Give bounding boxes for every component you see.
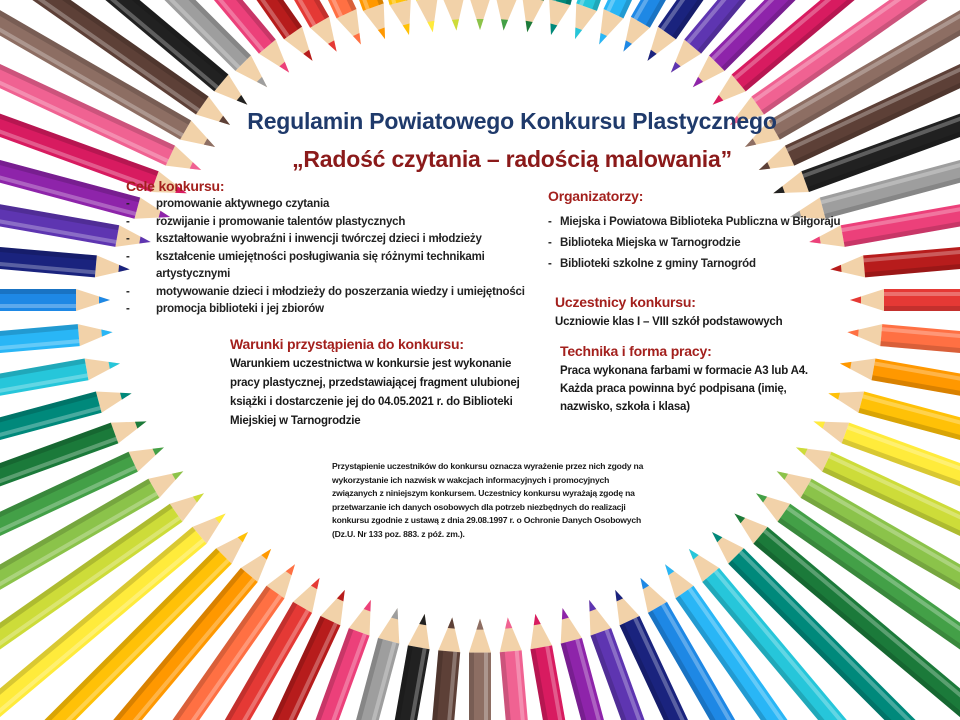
organizer-item: - Biblioteki szkolne z gminy Tarnogród — [548, 254, 848, 275]
conditions-text: Warunkiem uczestnictwa w konkursie jest wykonanie pracy plastycznej, przedstawiającej fragment ulubionej książki i dostarczenie jej do 04.05.2021 r. do Biblioteki Miejskiej w Tarnogrodzie — [230, 358, 520, 427]
goal-item: - promowanie aktywnego czytania — [126, 196, 546, 214]
participants-heading: Uczestnicy konkursu: — [555, 294, 696, 310]
poster-title: Regulamin Powiatowego Konkursu Plastycznego — [247, 108, 777, 134]
participants-text: Uczniowie klas I – VIII szkół podstawowych — [555, 316, 783, 328]
organizer-item: - Biblioteka Miejska w Tarnogrodzie — [548, 233, 848, 254]
pencil-decoration — [0, 289, 110, 311]
conditions-heading: Warunki przystąpienia do konkursu: — [230, 336, 464, 352]
goal-item: - promocja biblioteki i jej zbiorów — [126, 301, 546, 319]
technique-text: Praca wykonana farbami w formacie A3 lub A4. Każda praca powinna być podpisana (imię, nazwisko, szkoła i klasa) — [560, 365, 808, 413]
pencil-decoration — [469, 0, 491, 30]
goal-item: - kształtowanie wyobraźni i inwencji twórczej dzieci i młodzieży — [126, 231, 546, 249]
goal-item: - kształcenie umiejętności posługiwania się różnymi technikami artystycznymi — [126, 249, 506, 284]
pencil-decoration — [850, 289, 960, 311]
goal-item: - motywowanie dzieci i młodzieży do poszerzania wiedzy i umiejętności — [126, 284, 546, 302]
pencil-decoration — [469, 619, 491, 720]
organizers-list — [548, 212, 848, 275]
goals-list — [126, 196, 546, 319]
goal-item: - rozwijanie i promowanie talentów plastycznych — [126, 214, 546, 232]
poster-subtitle: „Radość czytania – radością malowania” — [292, 146, 732, 172]
technique-heading: Technika i forma pracy: — [560, 343, 712, 359]
organizer-item: - Miejska i Powiatowa Biblioteka Publiczna w Biłgoraju — [548, 212, 848, 233]
consent-text: Przystąpienie uczestników do konkursu oznacza wyrażenie przez nich zgody na wykorzystanie ich nazwisk w wakcjach informacyjnych i promocyjnych związanych z niniejszym konkursem. Uczestnicy konkursu wyrażają zgodę na przetwarzanie ich danych osobowych dla potrzeb niezbędnych do realizacji konkursu zgodnie z ustawą z dnia 29.08.1997 r. o Ochronie Danych Osobowych (Dz.U. Nr 133 poz. 883. z póź. zm.). — [332, 461, 644, 539]
organizers-heading: Organizatorzy: — [548, 188, 644, 204]
goals-heading: Cele konkursu: — [126, 178, 225, 194]
